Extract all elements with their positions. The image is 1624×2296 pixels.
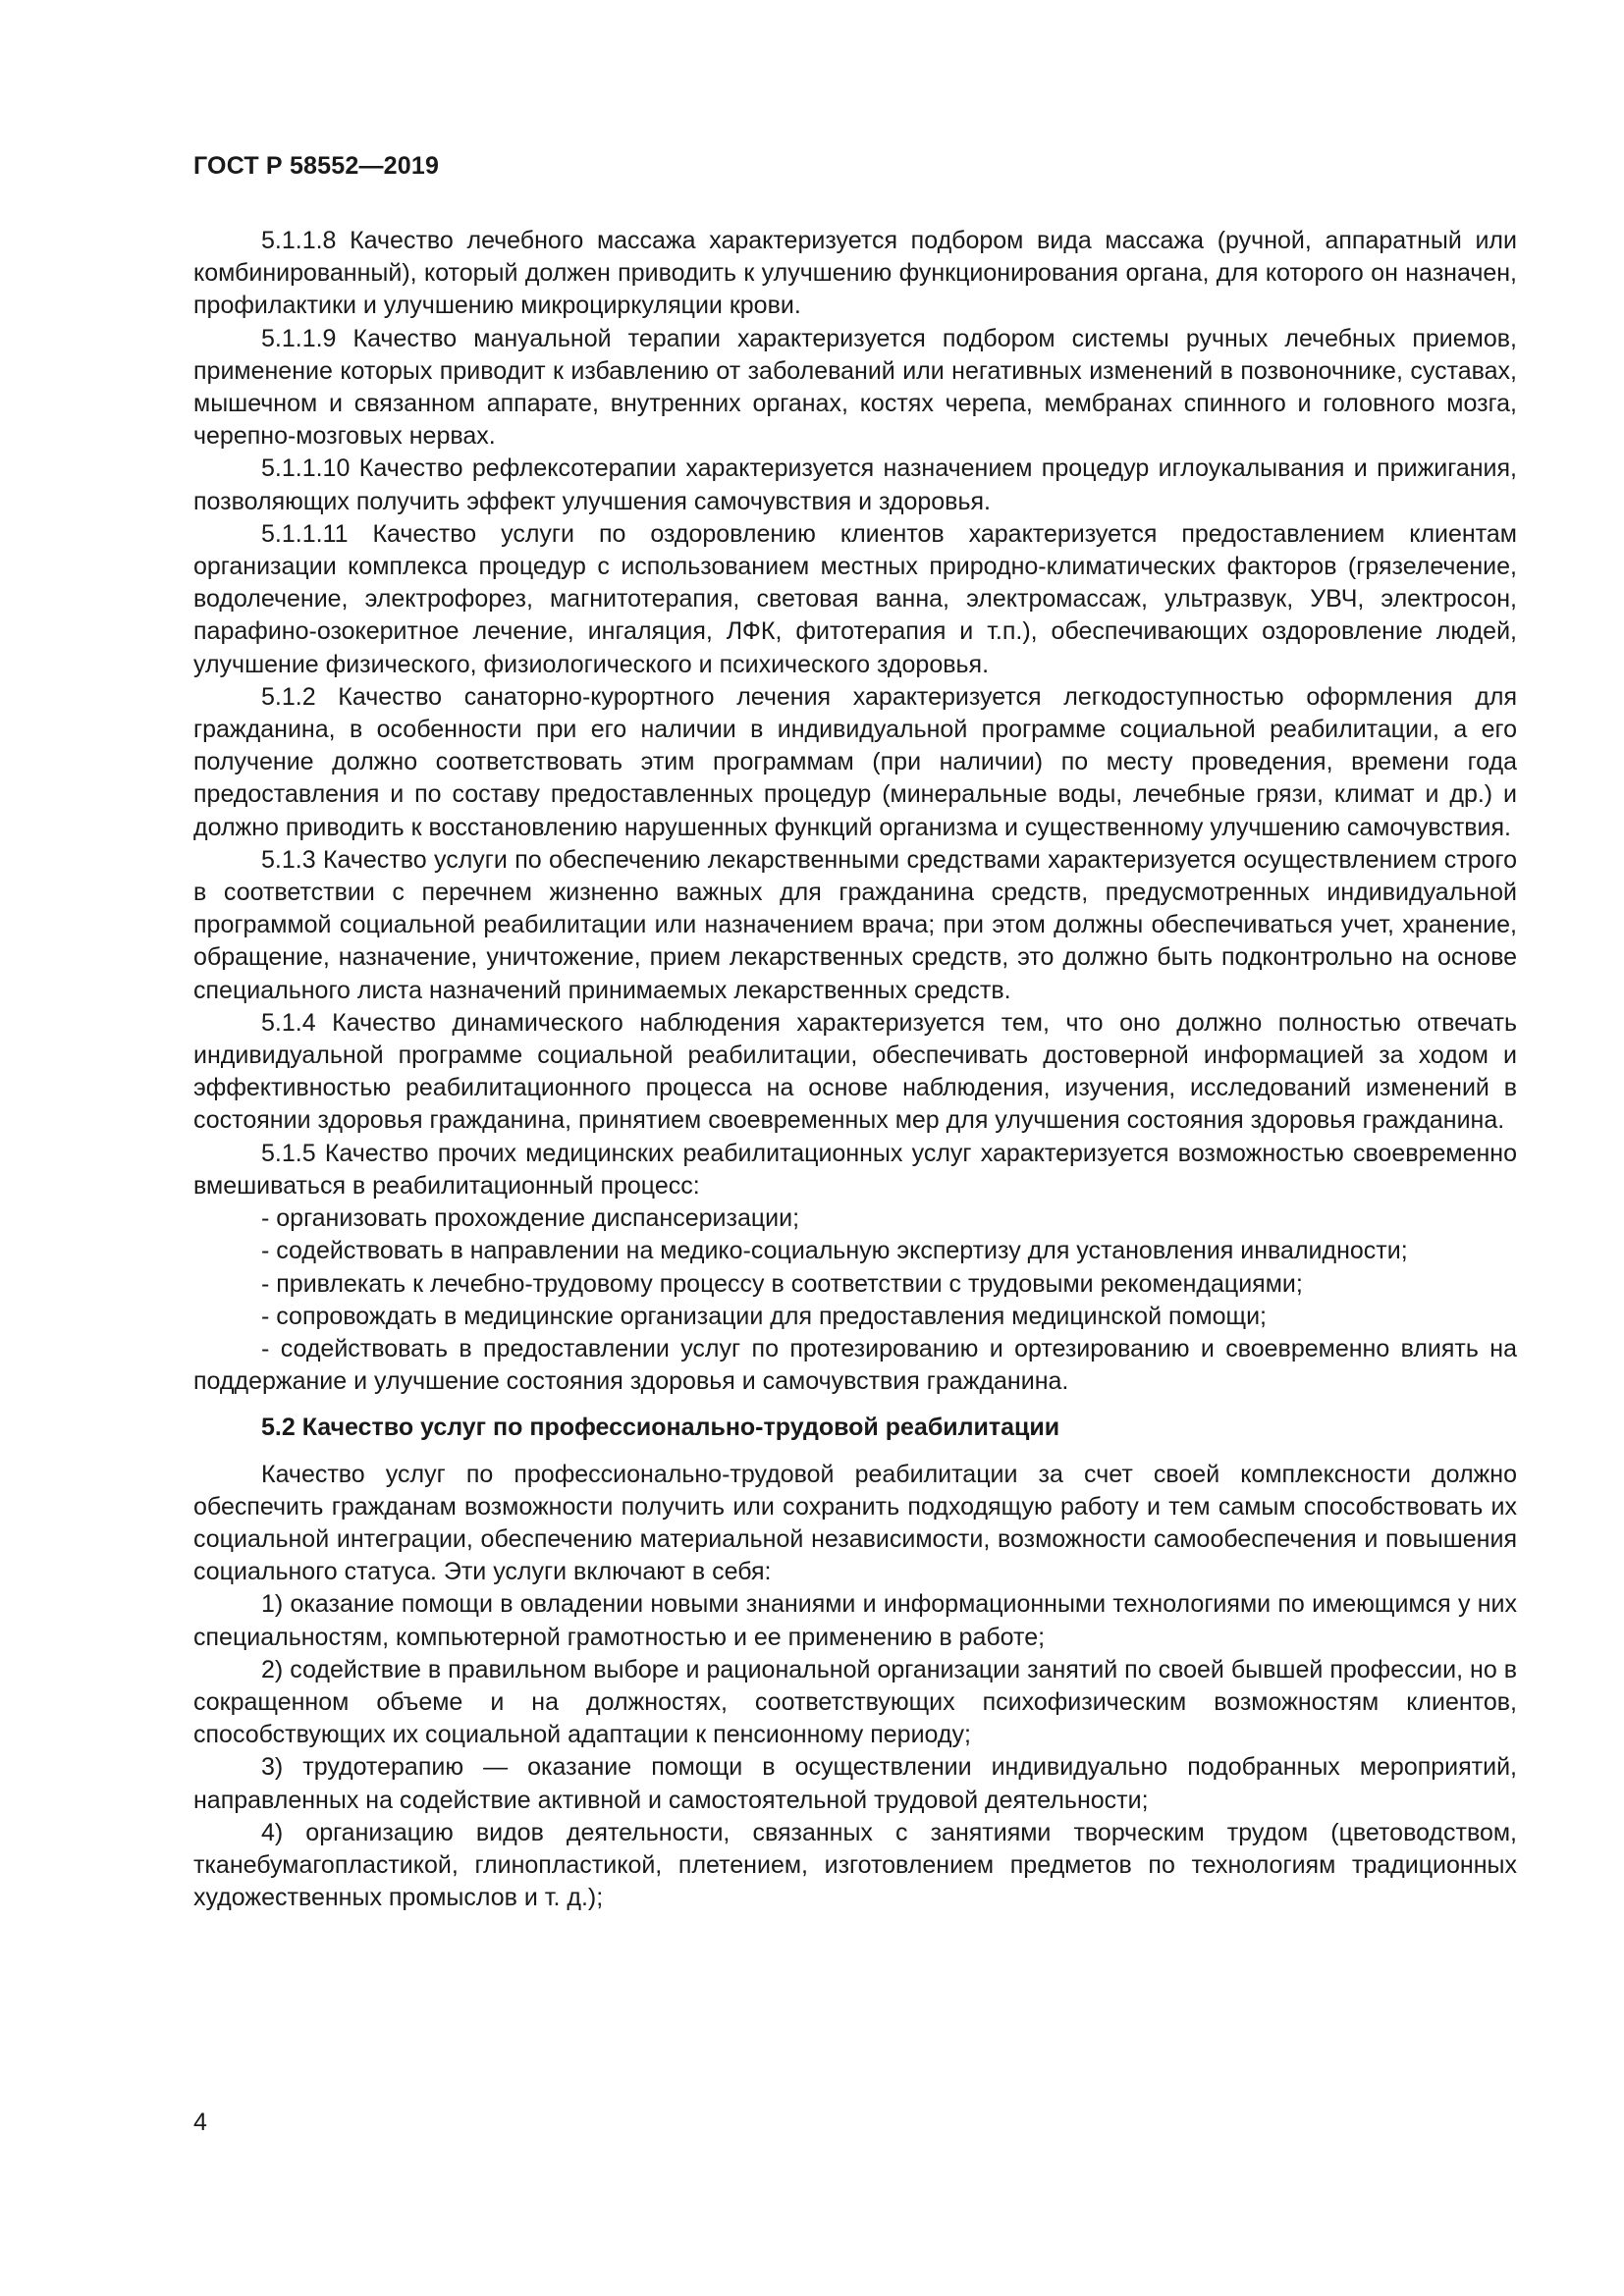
- paragraph-5-1-4: 5.1.4 Качество динамического наблюдения характеризуется тем, что оно должно полностью отвечать индивидуальной программе социальной реабилитации, обеспечивать достоверной информацией за ходом и эффективностью реабилитационного процесса на основе наблюдения, изучения, исследований изменений в состоянии здоровья гражданина, принятием своевременных мер для улучшения состояния здоровья гражданина.: [193, 1008, 1517, 1135]
- dash-list-item: - содействовать в предоставлении услуг по протезированию и ортезированию и своевременно влиять на поддержание и улучшение состояния здоровья и самочувствия гражданина.: [193, 1334, 1517, 1396]
- paragraph-5-2-intro: Качество услуг по профессионально-трудовой реабилитации за счет своей комплексности должно обеспечить гражданам возможности получить или сохранить подходящую работу и тем самым способствовать их социальной интеграции, обеспечению материальной независимости, возможности самообеспечения и повышения социального статуса. Эти услуги включают в себя:: [193, 1460, 1517, 1586]
- dash-list-item: - привлекать к лечебно-трудовому процессу в соответствии с трудовыми рекомендациями;: [261, 1269, 1303, 1298]
- paragraph-5-1-1-11: 5.1.1.11 Качество услуги по оздоровлению клиентов характеризуется предоставлением клиентам организации комплекса процедур с использованием местных природно-климатических факторов (грязелечение, водолечение, электрофорез, магнитотерапия, световая ванна, электромассаж, ультразвук, УВЧ, электросон, парафино-озокеритное лечение, ингаляция, ЛФК, фитотерапия и т.п.), обеспечивающих оздоровление людей, улучшение физического, физиологического и психического здоровья.: [193, 519, 1517, 678]
- dash-list-item: - содействовать в направлении на медико-социальную экспертизу для установления инвалидности;: [261, 1237, 1408, 1265]
- numbered-item-1: 1) оказание помощи в овладении новыми знаниями и информационными технологиями по имеющимся у них специальностям, компьютерной грамотностью и ее применению в работе;: [193, 1590, 1517, 1651]
- numbered-item-2: 2) содействие в правильном выборе и рациональной организации занятий по своей бывшей профессии, но в сокращенном объеме и на должностях, соответствующих психофизическим возможностям клиентов, способствующих их социальной адаптации к пенсионному периоду;: [193, 1655, 1517, 1749]
- paragraph-5-1-2: 5.1.2 Качество санаторно-курортного лечения характеризуется легкодоступностью оформления для гражданина, в особенности при его наличии в индивидуальной программе социальной реабилитации, а его получение должно соответствовать этим программам (при наличии) по месту проведения, времени года предоставления и по составу предоставленных процедур (минеральные воды, лечебные грязи, климат и др.) и должно приводить к восстановлению нарушенных функций организма и существенному улучшению самочувствия.: [193, 682, 1517, 841]
- paragraph-5-1-5: 5.1.5 Качество прочих медицинских реабилитационных услуг характеризуется возможностью своевременно вмешиваться в реабилитационный процесс:: [193, 1139, 1517, 1200]
- document-body: [193, 225, 1517, 1914]
- page-number: 4: [193, 2109, 207, 2136]
- dash-list-item: - организовать прохождение диспансеризации;: [261, 1204, 800, 1233]
- section-heading-5-2: 5.2 Качество услуг по профессионально-трудовой реабилитации: [261, 1414, 1060, 1442]
- numbered-item-4: 4) организацию видов деятельности, связанных с занятиями творческим трудом (цветоводством, тканебумагопластикой, глинопластикой, плетением, изготовлением предметов по технологиям традиционных художественных промыслов и т. д.);: [193, 1818, 1517, 1912]
- paragraph-5-1-3: 5.1.3 Качество услуги по обеспечению лекарственными средствами характеризуется осуществлением строго в соответствии с перечнем жизненно важных для гражданина средств, предусмотренных индивидуальной программой социальной реабилитации или назначением врача; при этом должны обеспечиваться учет, хранение, обращение, назначение, уничтожение, прием лекарственных средств, это должно быть подконтрольно на основе специального листа назначений принимаемых лекарственных средств.: [193, 845, 1517, 1004]
- dash-list-item: - сопровождать в медицинские организации для предоставления медицинской помощи;: [261, 1302, 1267, 1330]
- paragraph-5-1-1-8: 5.1.1.8 Качество лечебного массажа характеризуется подбором вида массажа (ручной, аппаратный или комбинированный), который должен приводить к улучшению функционирования органа, для которого он назначен, профилактики и улучшению микроциркуляции крови.: [193, 227, 1517, 320]
- paragraph-5-1-1-10: 5.1.1.10 Качество рефлексотерапии характеризуется назначением процедур иглоукалывания и прижигания, позволяющих получить эффект улучшения самочувствия и здоровья.: [193, 454, 1517, 515]
- document-code-header: ГОСТ Р 58552—2019: [193, 152, 440, 180]
- numbered-item-3: 3) трудотерапию — оказание помощи в осуществлении индивидуально подобранных мероприятий, направленных на содействие активной и самостоятельной трудовой деятельности;: [193, 1753, 1517, 1814]
- paragraph-5-1-1-9: 5.1.1.9 Качество мануальной терапии характеризуется подбором системы ручных лечебных приемов, применение которых приводит к избавлению от заболеваний или негативных изменений в позвоночнике, суставах, мышечном и связанном аппарате, внутренних органах, костях черепа, мембранах спинного и головного мозга, черепно-мозговых нервах.: [193, 324, 1517, 451]
